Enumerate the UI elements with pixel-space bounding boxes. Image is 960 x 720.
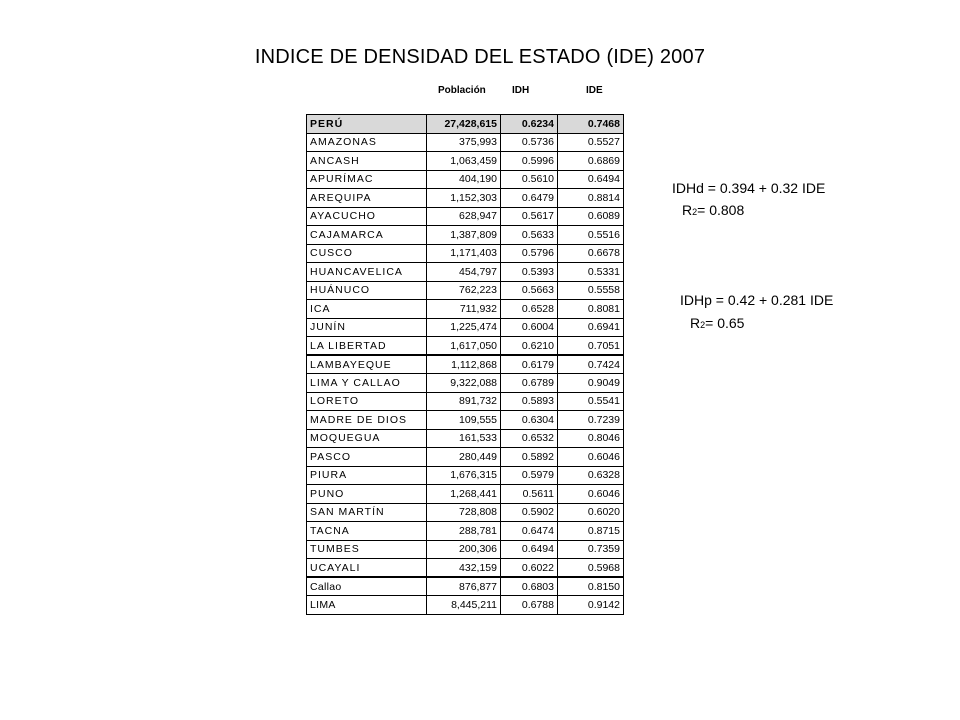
cell-idh: 0.6494 <box>501 540 558 559</box>
r-squared-label: R <box>682 202 693 218</box>
table-row <box>307 226 624 245</box>
cell-name: ICA <box>307 300 427 319</box>
cell-name: SAN MARTÍN <box>307 503 427 522</box>
cell-name: MADRE DE DIOS <box>307 411 427 430</box>
r-squared-label: R <box>690 315 701 331</box>
cell-idh: 0.5893 <box>501 392 558 411</box>
cell-poblacion: 876,877 <box>427 577 501 596</box>
table-row <box>307 263 624 282</box>
table-row <box>307 466 624 485</box>
table-row <box>307 207 624 226</box>
column-headers <box>0 85 960 99</box>
table-row <box>307 485 624 504</box>
cell-name: LAMBAYEQUE <box>307 355 427 374</box>
cell-idh: 0.5902 <box>501 503 558 522</box>
table-row <box>307 411 624 430</box>
cell-idh: 0.6210 <box>501 337 558 356</box>
cell-idh: 0.5611 <box>501 485 558 504</box>
table-row <box>307 429 624 448</box>
cell-ide: 0.6678 <box>558 244 624 263</box>
cell-idh: 0.5610 <box>501 170 558 189</box>
table-row <box>307 152 624 171</box>
cell-name: JUNÍN <box>307 318 427 337</box>
cell-name: MOQUEGUA <box>307 429 427 448</box>
cell-idh: 0.6234 <box>501 115 558 134</box>
formula-idhd: IDHd = 0.394 + 0.32 IDE <box>672 180 826 196</box>
cell-name: LIMA Y CALLAO <box>307 374 427 393</box>
cell-ide: 0.6020 <box>558 503 624 522</box>
cell-idh: 0.6528 <box>501 300 558 319</box>
cell-ide: 0.5541 <box>558 392 624 411</box>
ide-table <box>306 114 624 615</box>
cell-idh: 0.5633 <box>501 226 558 245</box>
cell-poblacion: 1,225,474 <box>427 318 501 337</box>
cell-poblacion: 375,993 <box>427 133 501 152</box>
cell-ide: 0.8081 <box>558 300 624 319</box>
cell-name: PASCO <box>307 448 427 467</box>
table-row <box>307 374 624 393</box>
column-header-ide: IDE <box>586 85 603 96</box>
cell-ide: 0.6046 <box>558 448 624 467</box>
cell-idh: 0.5996 <box>501 152 558 171</box>
cell-ide: 0.7239 <box>558 411 624 430</box>
cell-idh: 0.6789 <box>501 374 558 393</box>
cell-name: PUNO <box>307 485 427 504</box>
cell-name: CUSCO <box>307 244 427 263</box>
cell-poblacion: 1,171,403 <box>427 244 501 263</box>
r-squared-idhd <box>682 202 744 218</box>
cell-name: TUMBES <box>307 540 427 559</box>
cell-name: LORETO <box>307 392 427 411</box>
cell-poblacion: 1,387,809 <box>427 226 501 245</box>
cell-name: APURÍMAC <box>307 170 427 189</box>
cell-poblacion: 432,159 <box>427 559 501 578</box>
cell-idh: 0.5736 <box>501 133 558 152</box>
cell-poblacion: 1,152,303 <box>427 189 501 208</box>
cell-poblacion: 711,932 <box>427 300 501 319</box>
cell-ide: 0.7424 <box>558 355 624 374</box>
cell-idh: 0.6004 <box>501 318 558 337</box>
table-row <box>307 244 624 263</box>
cell-name: AYACUCHO <box>307 207 427 226</box>
cell-name: LIMA <box>307 596 427 615</box>
cell-name: LA LIBERTAD <box>307 337 427 356</box>
cell-idh: 0.5979 <box>501 466 558 485</box>
cell-poblacion: 1,112,868 <box>427 355 501 374</box>
cell-poblacion: 628,947 <box>427 207 501 226</box>
cell-poblacion: 8,445,211 <box>427 596 501 615</box>
cell-ide: 0.6328 <box>558 466 624 485</box>
cell-name: AREQUIPA <box>307 189 427 208</box>
cell-poblacion: 200,306 <box>427 540 501 559</box>
cell-poblacion: 1,268,441 <box>427 485 501 504</box>
table-row <box>307 281 624 300</box>
cell-poblacion: 454,797 <box>427 263 501 282</box>
table-row <box>307 337 624 356</box>
cell-idh: 0.6179 <box>501 355 558 374</box>
cell-ide: 0.7468 <box>558 115 624 134</box>
cell-name: TACNA <box>307 522 427 541</box>
cell-ide: 0.9049 <box>558 374 624 393</box>
cell-ide: 0.6046 <box>558 485 624 504</box>
cell-idh: 0.5796 <box>501 244 558 263</box>
table-row-total <box>307 115 624 134</box>
r-squared-value: = 0.65 <box>705 315 745 331</box>
cell-poblacion: 1,676,315 <box>427 466 501 485</box>
cell-idh: 0.6479 <box>501 189 558 208</box>
cell-poblacion: 9,322,088 <box>427 374 501 393</box>
table-row <box>307 448 624 467</box>
table-row <box>307 170 624 189</box>
r-squared-subscript: 2 <box>700 320 706 330</box>
cell-poblacion: 109,555 <box>427 411 501 430</box>
table-row <box>307 133 624 152</box>
r-squared-idhp <box>690 315 744 331</box>
cell-ide: 0.6494 <box>558 170 624 189</box>
cell-name: HUÁNUCO <box>307 281 427 300</box>
table-row <box>307 596 624 615</box>
table-row <box>307 300 624 319</box>
cell-name: ANCASH <box>307 152 427 171</box>
cell-poblacion: 762,223 <box>427 281 501 300</box>
cell-ide: 0.5968 <box>558 559 624 578</box>
cell-idh: 0.6788 <box>501 596 558 615</box>
formula-idhp: IDHp = 0.42 + 0.281 IDE <box>680 292 834 308</box>
cell-ide: 0.6869 <box>558 152 624 171</box>
cell-poblacion: 1,063,459 <box>427 152 501 171</box>
cell-idh: 0.5617 <box>501 207 558 226</box>
cell-poblacion: 728,808 <box>427 503 501 522</box>
table-row <box>307 392 624 411</box>
cell-poblacion: 1,617,050 <box>427 337 501 356</box>
cell-ide: 0.6089 <box>558 207 624 226</box>
cell-ide: 0.7051 <box>558 337 624 356</box>
cell-ide: 0.6941 <box>558 318 624 337</box>
cell-name: Callao <box>307 577 427 596</box>
table-row <box>307 318 624 337</box>
table-row <box>307 355 624 374</box>
ide-table-body <box>307 115 624 615</box>
table-row <box>307 577 624 596</box>
cell-ide: 0.5516 <box>558 226 624 245</box>
table-row <box>307 559 624 578</box>
cell-idh: 0.5892 <box>501 448 558 467</box>
cell-ide: 0.5558 <box>558 281 624 300</box>
cell-ide: 0.8046 <box>558 429 624 448</box>
cell-name: PIURA <box>307 466 427 485</box>
cell-ide: 0.5527 <box>558 133 624 152</box>
cell-name: AMAZONAS <box>307 133 427 152</box>
cell-poblacion: 288,781 <box>427 522 501 541</box>
cell-ide: 0.9142 <box>558 596 624 615</box>
r-squared-subscript: 2 <box>692 207 698 217</box>
cell-idh: 0.5393 <box>501 263 558 282</box>
cell-name: CAJAMARCA <box>307 226 427 245</box>
table-row <box>307 503 624 522</box>
table-row <box>307 540 624 559</box>
table-row <box>307 522 624 541</box>
cell-ide: 0.7359 <box>558 540 624 559</box>
cell-ide: 0.8814 <box>558 189 624 208</box>
cell-ide: 0.8150 <box>558 577 624 596</box>
cell-name: HUANCAVELICA <box>307 263 427 282</box>
page-title: INDICE DE DENSIDAD DEL ESTADO (IDE) 2007 <box>254 46 706 68</box>
cell-poblacion: 27,428,615 <box>427 115 501 134</box>
cell-idh: 0.6022 <box>501 559 558 578</box>
cell-poblacion: 161,533 <box>427 429 501 448</box>
cell-name: PERÚ <box>307 115 427 134</box>
cell-poblacion: 404,190 <box>427 170 501 189</box>
cell-poblacion: 280,449 <box>427 448 501 467</box>
cell-name: UCAYALI <box>307 559 427 578</box>
cell-idh: 0.6304 <box>501 411 558 430</box>
table-row <box>307 189 624 208</box>
column-header-idh: IDH <box>512 85 530 96</box>
column-header-poblacion: Población <box>438 85 486 96</box>
cell-ide: 0.8715 <box>558 522 624 541</box>
cell-idh: 0.6532 <box>501 429 558 448</box>
cell-poblacion: 891,732 <box>427 392 501 411</box>
cell-idh: 0.5663 <box>501 281 558 300</box>
cell-idh: 0.6803 <box>501 577 558 596</box>
r-squared-value: = 0.808 <box>697 202 745 218</box>
cell-ide: 0.5331 <box>558 263 624 282</box>
cell-idh: 0.6474 <box>501 522 558 541</box>
